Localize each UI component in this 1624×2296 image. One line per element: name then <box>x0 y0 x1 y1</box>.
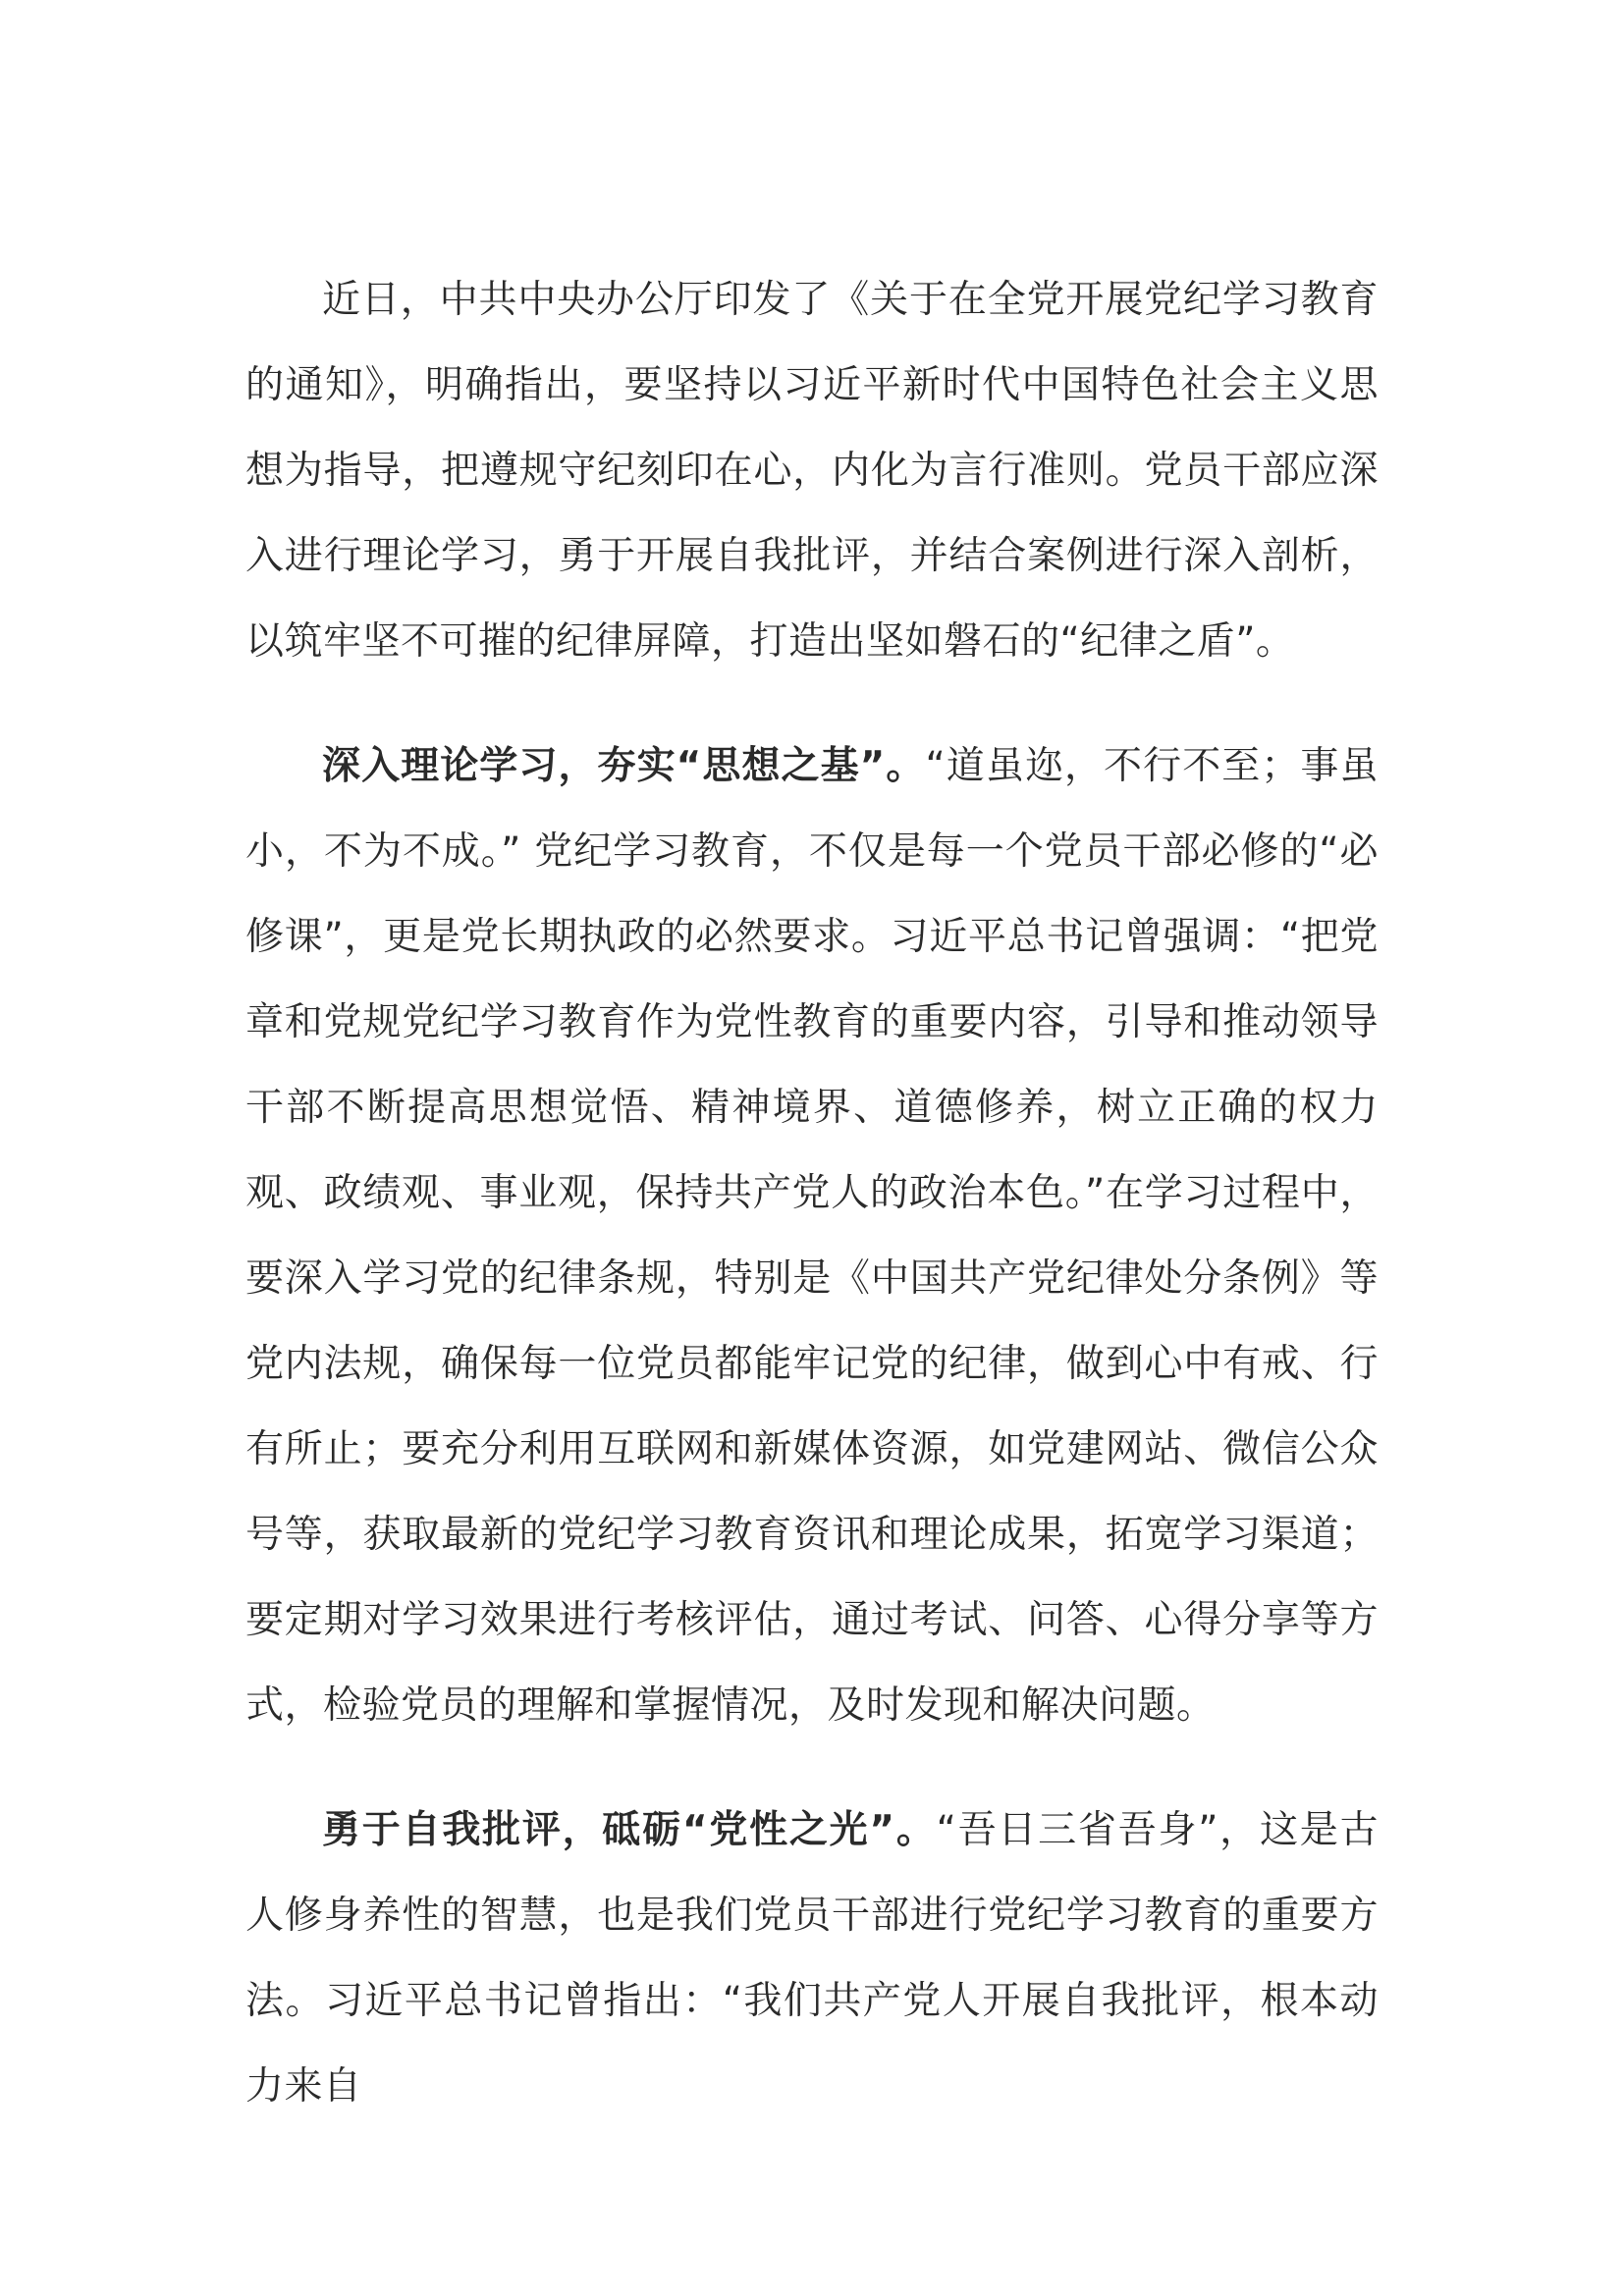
paragraph-intro <box>245 257 1379 684</box>
paragraph-lead: 深入理论学习，夯实“思想之基”。 <box>322 744 926 788</box>
paragraph-text: 近日，中共中央办公厅印发了《关于在全党开展党纪学习教育的通知》，明确指出，要坚持以习近平新时代中国特色社会主义思想为指导，把遵规守纪刻印在心，内化为言行准则。党员干部应深入进行理论学习，勇于开展自我批评，并结合案例进行深入剖析，以筑牢坚不可摧的纪律屏障，打造出坚如磐石的“纪律之盾”。 <box>245 278 1379 664</box>
paragraph-lead: 勇于自我批评，砥砺“党性之光”。 <box>322 1808 937 1852</box>
paragraph-text: “道虽迩，不行不至；事虽小，不为不成。” 党纪学习教育，不仅是每一个党员干部必修的“必修课”，更是党长期执政的必然要求。习近平总书记曾强调：“把党章和党规党纪学习教育作为党性教育的重要内容，引导和推动领导干部不断提高思想觉悟、精神境界、道德修养，树立正确的权力观、政绩观、事业观，保持共产党人的政治本色。”在学习过程中，要深入学习党的纪律条规，特别是《中国共产党纪律处分条例》等党内法规，确保每一位党员都能牢记党的纪律，做到心中有戒、行有所止；要充分利用互联网和新媒体资源，如党建网站、微信公众号等，获取最新的党纪学习教育资讯和理论成果，拓宽学习渠道；要定期对学习效果进行考核评估，通过考试、问答、心得分享等方式，检验党员的理解和掌握情况，及时发现和解决问题。 <box>245 744 1379 1728</box>
paragraph-text: “吾日三省吾身”，这是古人修身养性的智慧，也是我们党员干部进行党纪学习教育的重要方法。习近平总书记曾指出：“我们共产党人开展自我批评，根本动力来自 <box>245 1808 1379 2109</box>
document-body <box>245 257 1379 2168</box>
paragraph-self-criticism <box>245 1788 1379 2129</box>
paragraph-theory-study <box>245 723 1379 1748</box>
